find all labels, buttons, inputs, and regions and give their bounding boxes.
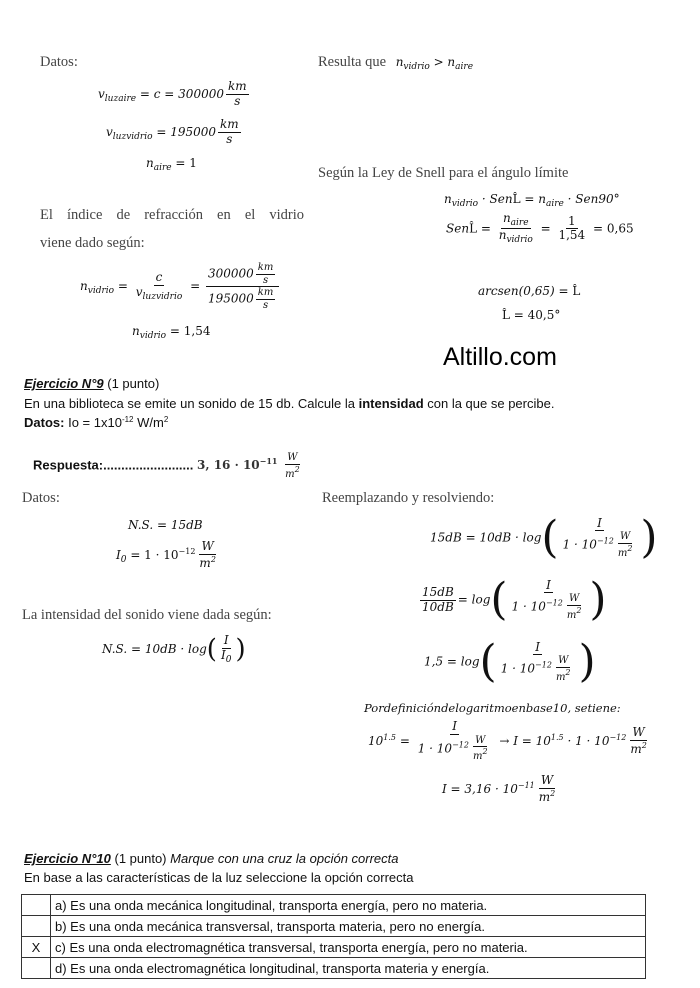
indice-text-line1: El índice de refracción en el vidrio (40, 207, 304, 223)
ej9-sol-ns-formula: N.S. = 10dB · log( $\frac{I}{I_0}$ ) (102, 633, 246, 665)
ej10-heading: Ejercicio N°10 (1 punto) Marque con una cruz la opción correcta (24, 851, 399, 866)
ej10-options-table (21, 894, 646, 979)
ej10-statement: En base a las características de la luz seleccione la opción correcta (24, 870, 414, 885)
ej9-heading: Ejercicio N°9 (1 punto) (24, 376, 160, 391)
eq-n-vidrio-result: $n_{vidrio} = 1,54$ (132, 324, 211, 341)
eq-v-luz-vidrio: $v_{luzvidrio} = 195000$ $\frac{km}{s}$ (106, 117, 239, 146)
ej9-sol-intensidad-text: La intensidad del sonido viene dada según: (22, 607, 272, 623)
eq-snell: $n_{vidrio}$ · SenL̂ = $n_{aire} \cdot Sen90^\circ$ (444, 192, 620, 209)
option-row-b[interactable] (22, 916, 646, 937)
ej9-sol-ns: N.S. = 15dB (128, 518, 203, 532)
ej9-sol-por-def: Pordefinicióndelogaritmoenbase10, setiene: (364, 701, 621, 715)
ej9-sol-datos: Datos: (22, 490, 60, 506)
ej9-sol-i0: $I_0 = 1 \cdot 10^{-12}$ $\frac{W}{m^2}$ (116, 539, 216, 570)
option-b-text: b) Es una onda mecánica transversal, transporta materia, pero no energía. (51, 916, 646, 937)
eq-arcsen: arcsen(0,65) = L̂ (478, 284, 581, 298)
ej9-sol-eq2: $\frac{15dB}{10dB}$ = log( I $1 \cdot 10^{-12}$ $\frac{W}{m^2}$ ) (422, 574, 607, 625)
option-row-c[interactable] (22, 937, 646, 958)
eq-senL: SenL̂ = $\frac{n_{aire}}{n_{vidrio}}$ = $\frac{1}{1,54}$ = 0,65 (446, 211, 634, 246)
ej9-respuesta: Respuesta:......................... 3, $16 \cdot 10^{-11}$ $\frac{W}{m^2}$ (33, 452, 300, 480)
eq-angle: L̂ = 40,5° (502, 308, 561, 322)
option-a-mark[interactable] (22, 895, 51, 916)
eq-n-vidrio-formula: $n_{vidrio}$ = $\frac{c}{v_{luzvidrio}}$ = 300000 $\frac{km}{s}$ 195000 $\frac{km}{s}$ (80, 262, 281, 311)
option-c-text: c) Es una onda electromagnética transversal, transporta energía, pero no materia. (51, 937, 646, 958)
option-c-mark[interactable]: X (22, 937, 51, 958)
option-row-d[interactable] (22, 958, 646, 979)
option-a-text: a) Es una onda mecánica longitudinal, transporta energía, pero no materia. (51, 895, 646, 916)
eq-v-luz-aire: $v_{luzaire} = c = 300000$ $\frac{km}{s}$ (98, 79, 247, 108)
resulta-que: Resulta que $n_{vidrio} > n_{aire}$ (318, 54, 474, 72)
ej9-sol-eq1: 15dB = 10dB · log( I $1 \cdot 10^{-12}$ $\frac{W}{m^2}$ ) (430, 512, 658, 563)
option-b-mark[interactable] (22, 916, 51, 937)
indice-text-line2: viene dado según: (40, 235, 145, 251)
ej9-datos: Datos: $Io = 1x10^{-12}$ $W/m^2$ (24, 415, 169, 430)
ej9-statement: En una biblioteca se emite un sonido de 15 db. Calcule la intensidad con la que se percibe. (24, 396, 555, 411)
option-d-text: d) Es una onda electromagnética longitudinal, transporta materia y energía. (51, 958, 646, 979)
snell-text: Según la Ley de Snell para el ángulo límite (318, 165, 569, 181)
ej9-sol-eq4: $10^{1.5}$ = I $1 \cdot 10^{-12}$ $\frac{W}{m^2}$ → $I = 10^{1.5} \cdot 1 \cdot 10^{-12}$ $\frac{W}{m^2}$ (368, 719, 647, 763)
ej9-sol-final: $I = 3,16 \cdot 10^{-11}$ $\frac{W}{m^2}$ (442, 773, 556, 804)
option-row-a[interactable] (22, 895, 646, 916)
eq-n-aire: $n_{aire} = 1$ (146, 156, 197, 173)
option-d-mark[interactable] (22, 958, 51, 979)
ej9-sol-reemplazando: Reemplazando y resolviendo: (322, 490, 495, 506)
datos-label: Datos: (40, 54, 78, 70)
watermark: Altillo.com (443, 343, 557, 371)
ej9-sol-eq3: 1,5 = log( I $1 \cdot 10^{-12}$ $\frac{W}{m^2}$ ) (424, 636, 596, 687)
